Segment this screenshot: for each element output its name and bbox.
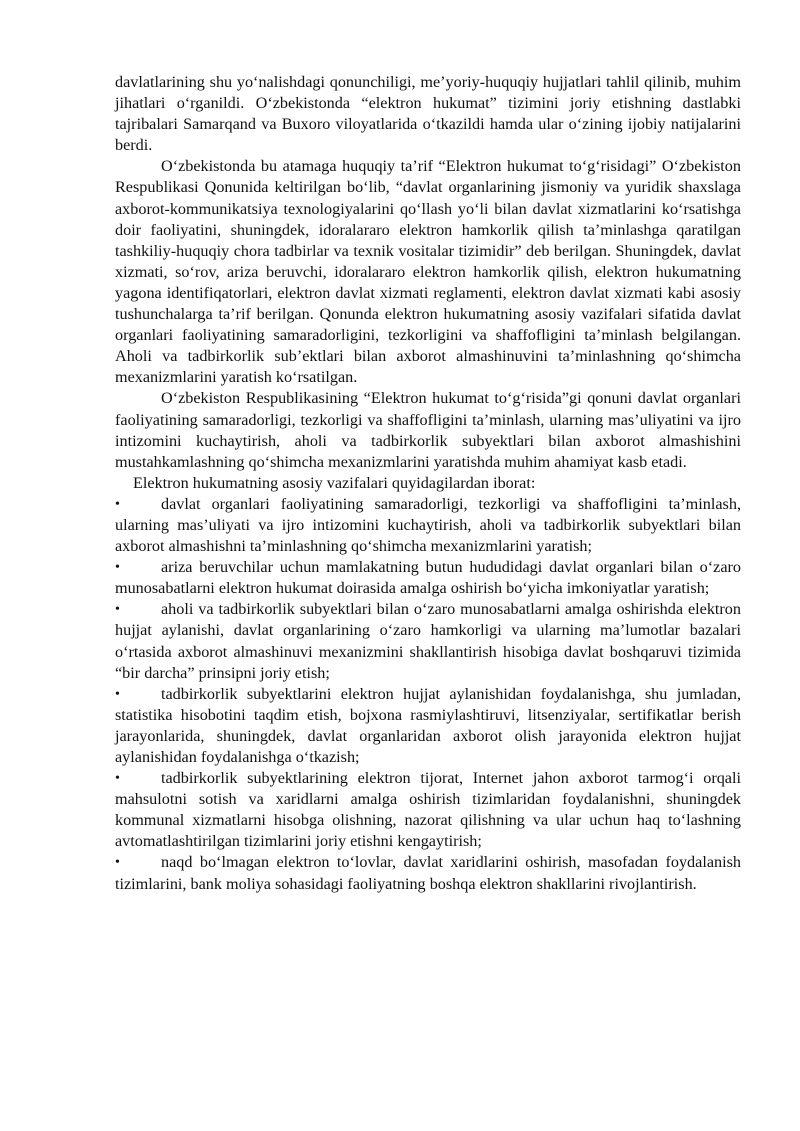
list-item-text: ariza beruvchilar uchun mamlakatning butun hududidagi davlat organlari bilan o‘zaro munosabatlarni elektron hukumat doirasida amalga oshirish bo‘yicha imkoniyatlar yaratish; (115, 558, 741, 598)
list-item (115, 768, 741, 852)
bullet-icon: • (115, 496, 120, 512)
bullet-icon: • (115, 686, 120, 702)
list-item-text: davlat organlari faoliyatining samaradorligi, tezkorligi va shaffofligini ta’minlash, ularning mas’uliyati va ijro intizomini kuchaytirish, aholi va tadbirkorlik subyektlari bilan axborot almashishni ta’minlashning qo‘shimcha mexanizmlarini yaratish; (115, 494, 741, 556)
list-item-text: naqd bo‘lmagan elektron to‘lovlar, davlat xaridlarini oshirish, masofadan foydalanish tizimlarini, bank moliya sohasidagi faoliyatning boshqa elektron shakllarini rivojlantirish. (115, 853, 741, 893)
list-intro: Elektron hukumatning asosiy vazifalari quyidagilardan iborat: (133, 473, 536, 492)
list-item (115, 852, 741, 894)
bullet-icon: • (115, 771, 120, 787)
paragraph-1: davlatlarining shu yo‘nalishdagi qonunchiligi, me’yoriy-huquqiy hujjatlari tahlil qilinib, muhim jihatlari o‘rganildi. O‘zbekistonda “elektron hukumat” tizimini joriy etishning dastlabki tajribalari Samarqand va Buxoro viloyatlarida o‘tkazildi hamda ular o‘zining ijobiy natijalarini berdi. (115, 73, 741, 155)
list-item-text: tadbirkorlik subyektlarining elektron tijorat, Internet jahon axborot tarmog‘i orqali mahsulotni sotish va xaridlarni amalga oshirish tizimlaridan foydalanishni, shuningdek kommunal xizmatlarni hisobga olishning, nazorat qilishning va ular uchun haq to‘lashning avtomatlashtirilgan tizimlarini joriy etishni kengaytirish; (115, 769, 741, 851)
bullet-list (115, 494, 741, 895)
list-item (115, 599, 741, 683)
list-item (115, 684, 741, 768)
list-item-text: tadbirkorlik subyektlarini elektron hujjat aylanishidan foydalanishga, shu jumladan, statistika hisobotini taqdim etish, bojxona rasmiylashtiruvi, litsenziyalar, sertifikatlar berish jarayonlarida, shuningdek, davlat organlaridan axborot olish jarayonida elektron hujjat aylanishidan foydalanishga o‘tkazish; (115, 684, 741, 766)
list-item (115, 494, 741, 557)
bullet-icon: • (115, 560, 120, 576)
paragraph-2: O‘zbekistonda bu atamaga huquqiy ta’rif “Elektron hukumat to‘g‘risidagi” O‘zbekiston Respublikasi Qonunida keltirilgan bo‘lib, “davlat organlarining jismoniy va yuridik shaxslaga axborot-kommunikatsiya texnologiyalarini qo‘llash yo‘li bilan davlat xizmatlarini ko‘rsatishga doir faoliyatini, shuningdek, idoralararo elektron hamkorlik qilish ta’minlashga qaratilgan tashkiliy-huquqiy chora tadbirlar va texnik vositalar tizimidir” deb berilgan. Shuningdek, davlat xizmati, so‘rov, ariza beruvchi, idoralararo elektron hamkorlik qilish, elektron hukumatning yagona identifiqatorlari, elektron davlat xizmati reglamenti, elektron davlat xizmati kabi asosiy tushunchalarga ta’rif berilgan. Qonunda elektron hukumatning asosiy vazifalari sifatida davlat organlari faoliyatining samaradorligini, tezkorligini va shaffofligini ta’minlash belgilangan. Aholi va tadbirkorlik sub’ektlari bilan axborot almashinuvini ta’minlashning qo‘shimcha mexanizmlarini yaratish ko‘rsatilgan. (115, 157, 741, 387)
bullet-icon: • (115, 602, 120, 618)
paragraph-3: O‘zbekiston Respublikasining “Elektron hukumat to‘g‘risida”gi qonuni davlat organlari faoliyatining samaradorligi, tezkorligi va shaffofligini ta’minlash, ularning mas’uliyatini va ijro intizomini kuchaytirish, aholi va tadbirkorlik subyektlari bilan axborot almashishini mustahkamlashning qo‘shimcha mexanizmlarini yaratishda muhim ahamiyat kasb etadi. (115, 389, 741, 471)
bullet-icon: • (115, 855, 120, 871)
document-page (115, 72, 741, 895)
list-item (115, 557, 741, 599)
list-item-text: aholi va tadbirkorlik subyektlari bilan o‘zaro munosabatlarni amalga oshirishda elektron hujjat aylanishi, davlat organlarining o‘zaro hamkorligi va ularning ma’lumotlar bazalari o‘rtasida axborot almashinuvi mexanizmini shakllantirish hisobiga davlat boshqaruvi tizimida “bir darcha” prinsipni joriy etish; (115, 600, 741, 682)
